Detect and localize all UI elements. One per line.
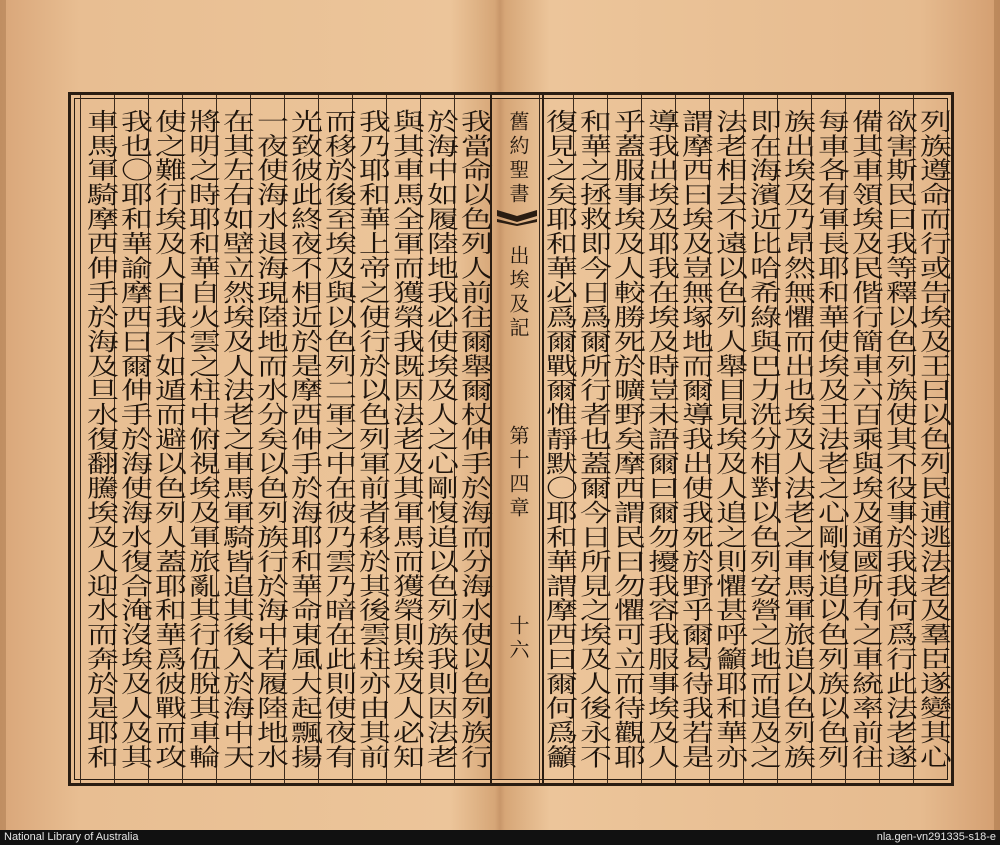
footer-library: National Library of Australia (4, 831, 139, 843)
text-column (575, 109, 613, 769)
text-column (388, 109, 426, 769)
column-text: 法老相去不遠以色列人舉目見埃及人追之則懼甚呼籲耶和華亦 (711, 109, 749, 769)
center-margin (490, 95, 544, 783)
header-title: 舊約聖書 (506, 111, 530, 207)
text-column (286, 109, 324, 769)
text-column (184, 109, 222, 769)
text-column (320, 109, 358, 769)
page-number: 十六 (506, 615, 530, 663)
page-edge-left (0, 0, 6, 830)
text-column (609, 109, 647, 769)
text-column (643, 109, 681, 769)
column-text: 一夜使海水退海現陸地而水分矣以色列族行於海中若履陸地水 (252, 109, 290, 769)
column-text: 於海中如履陸地我必使埃及人之心剛愎追以色列族我則因法老 (422, 109, 460, 769)
footer-bar (0, 830, 1000, 845)
text-column (150, 109, 188, 769)
text-column (218, 109, 256, 769)
text-column (915, 109, 953, 769)
column-text: 族出埃及乃昂然無懼而出也埃及人法老之車馬軍旅追以色列族 (779, 109, 817, 769)
column-text: 我當命以色列人前往爾舉爾杖伸手於海而分海水使以色列族行 (456, 109, 494, 769)
fishtail-ornament-icon (497, 210, 537, 226)
column-text: 將明之時耶和華自火雲之柱中俯視埃及軍旅亂其行伍脫其車輪 (184, 109, 222, 769)
column-text: 在其左右如壁立然埃及人法老之車馬軍騎皆追其後入於海中天 (218, 109, 256, 769)
page-edge-right (994, 0, 1000, 830)
text-column (422, 109, 460, 769)
column-text: 我也〇耶和華諭摩西曰爾伸手於海使海水復合淹沒埃及人及其 (116, 109, 154, 769)
text-column (82, 109, 120, 769)
column-text: 我乃耶和華上帝之使行於以色列軍前者移於其後雲柱亦由其前 (354, 109, 392, 769)
footer-identifier: nla.gen-vn291335-s18-e (876, 831, 996, 843)
column-text: 乎蓋服事埃及人較勝死於曠野矣摩西謂民曰勿懼可立而待觀耶 (609, 109, 647, 769)
column-rule (539, 95, 540, 783)
text-column (541, 109, 579, 769)
column-text: 導我出埃及耶我在埃及時豈未語爾曰爾勿擾我容我服事埃及人 (643, 109, 681, 769)
column-text: 而移於後至埃及與以色列二軍之中在彼乃雲乃暗在此則使夜有 (320, 109, 358, 769)
text-column (745, 109, 783, 769)
column-text: 列族遵命而行或告埃及王曰以色列民逋逃法老及羣臣遂變其心 (915, 109, 953, 769)
column-text: 即在海濱近比哈希綠與巴力洗分相對以色列安營之地而追及之 (745, 109, 783, 769)
chapter-label: 第十四章 (506, 425, 530, 521)
text-column (456, 109, 494, 769)
text-frame (68, 92, 954, 786)
column-text: 光致彼此終夜不相近於是摩西伸手於海耶和華命東風大起飄揚 (286, 109, 324, 769)
book-name: 出埃及記 (506, 245, 530, 341)
column-text: 車馬軍騎摩西伸手於海及旦水復翻騰埃及人迎水而奔於是耶和 (82, 109, 120, 769)
column-text: 復見之矣耶和華必爲爾戰爾惟靜默〇耶和華謂摩西曰爾何爲籲 (541, 109, 579, 769)
column-text: 謂摩西曰埃及豈無塚地而爾導我出使我死於野乎爾曷待我若是 (677, 109, 715, 769)
text-column (881, 109, 919, 769)
text-column (711, 109, 749, 769)
text-column (116, 109, 154, 769)
column-text: 備其車領埃及民偕行簡車六百乘與埃及通國所有之車統率前往 (847, 109, 885, 769)
text-column (354, 109, 392, 769)
text-column (847, 109, 885, 769)
text-column (813, 109, 851, 769)
column-text: 每車各有軍長耶和華使埃及王法老之心剛愎追以色列族以色列 (813, 109, 851, 769)
column-rule (80, 95, 81, 783)
text-column (252, 109, 290, 769)
column-text: 使之難行埃及人曰我不如遁而避以色列人蓋耶和華爲彼戰而攻 (150, 109, 188, 769)
column-text: 與其車馬全軍而獲榮我既因法老及其軍馬而獲榮則埃及人必知 (388, 109, 426, 769)
column-text: 欲害斯民曰我等釋以色列族使其不役事於我我何爲行此法老遂 (881, 109, 919, 769)
text-column (779, 109, 817, 769)
text-column (677, 109, 715, 769)
column-text: 和華之拯救即今日爲爾所行者也蓋爾今日所見之埃及人後永不 (575, 109, 613, 769)
